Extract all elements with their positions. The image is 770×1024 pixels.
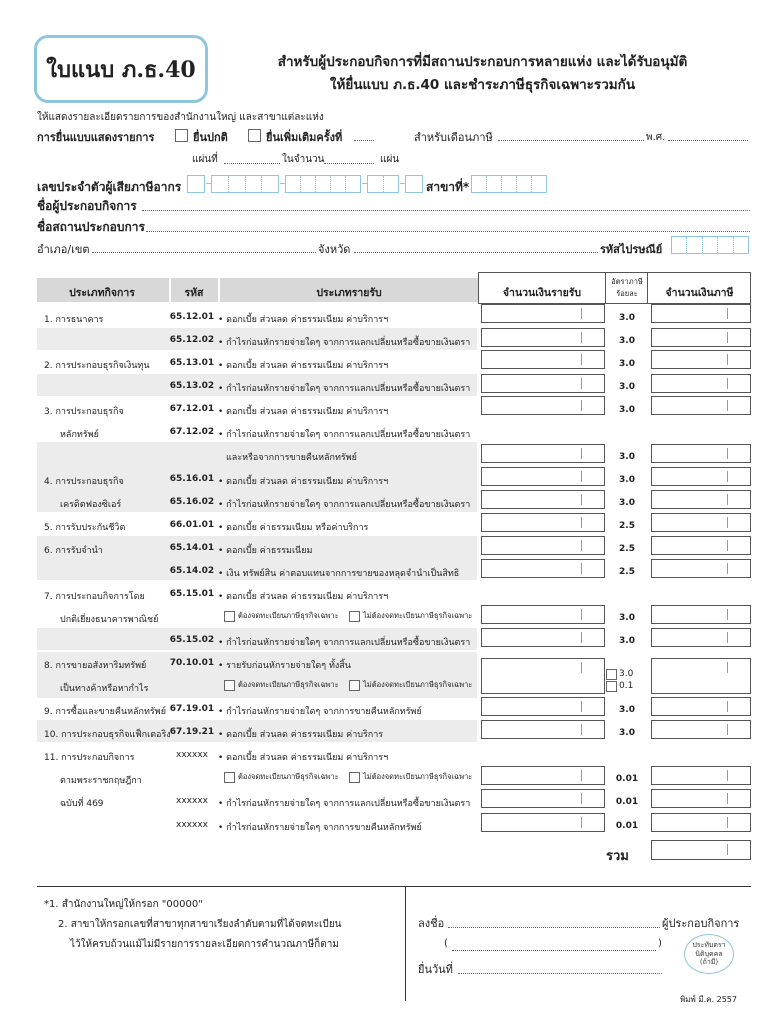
business-type-11: 11. การประกอบกิจการ [44,753,135,763]
footnote-1: *1. สำนักงานใหญ่ให้กรอก "00000" [44,899,203,910]
income-desc: • เงิน ทรัพย์สิน ค่าตอบแทนจากการขายของหลุดจำนำเป็นสิทธิ [218,569,460,579]
business-type-4: 4. การประกอบธุรกิจ [44,477,124,487]
sheet-total-label: ในจำนวน [282,154,325,165]
place-name-label: ชื่อสถานประกอบการ [37,220,145,234]
income-amount-input[interactable] [481,628,605,647]
tax-rate: 3.0 [619,728,635,738]
print-date-note: พิมพ์ มี.ค. 2557 [680,995,737,1004]
place-name-field[interactable] [146,222,750,232]
stamp-text-3: (ถ้ามี) [699,958,719,967]
income-amount-input[interactable] [481,467,605,486]
code-xxxxxx: xxxxxx [176,796,208,806]
income-desc: • ดอกเบี้ย ค่าธรรมเนียม หรือค่าบริการ [218,523,369,533]
name-paren-open: ( [444,938,448,949]
tax-rate: 0.01 [615,797,639,807]
tax-rate-option-0-1: 0.1 [619,681,634,691]
tax-id-box-3[interactable] [285,175,361,193]
header-line-1: สำหรับผู้ประกอบกิจการที่มีสถานประกอบการหลายแห่ง และได้รับอนุมัติ [277,54,688,70]
tax-rate: 3.0 [619,475,635,485]
income-amount-input[interactable] [481,658,605,694]
tax-rate: 3.0 [619,405,635,415]
tax-rate: 0.01 [615,774,639,784]
income-amount-input[interactable] [481,559,605,578]
filing-additional-checkbox[interactable] [248,129,261,142]
income-desc: • กำไรก่อนหักรายจ่ายใดๆ จากการแลกเปลี่ยนหรือซื้อขายเงินตรา [218,799,471,809]
business-type-11-cont: ตามพระราชกฤษฎีกา [60,776,142,786]
income-desc: • กำไรก่อนหักรายจ่ายใดๆ จากการขายคืนหลักทรัพย์ [218,823,422,833]
tax-rate: 3.0 [619,313,635,323]
income-amount-input[interactable] [481,396,605,415]
tax-amount-input[interactable] [651,396,751,415]
must-register-checkbox[interactable] [224,611,235,622]
footer-divider [37,886,751,887]
footnote-3: ไว้ให้ครบถ้วนแม้ไม่มีรายการรายละเอียดการคำนวณภาษีก็ตาม [70,939,339,950]
tax-amount-input[interactable] [651,605,751,624]
form-title: ใบแนบ ภ.ธ.40 [34,35,208,103]
business-type-10: 10. การประกอบธุรกิจแฟ็กเตอริง [44,730,171,740]
income-desc: • ดอกเบี้ย ค่าธรรมเนียม [218,546,313,556]
business-type-2: 2. การประกอบธุรกิจเงินทุน [44,361,150,371]
income-desc: • ดอกเบี้ย ส่วนลด ค่าธรรมเนียม ค่าบริการฯ [218,407,389,417]
tax-year-label: พ.ศ. [646,132,666,143]
rate-0-1-checkbox[interactable] [606,681,617,692]
no-register-option[interactable] [349,771,472,783]
must-register-checkbox[interactable] [224,680,235,691]
postcode-label: รหัสไปรษณีย์ [600,243,663,256]
tax-id-label: เลขประจำตัวผู้เสียภาษีอากร [37,180,182,194]
stamp-text-2: นิติบุคคล [695,949,723,958]
income-desc: • กำไรก่อนหักรายจ่ายใดๆ จากการแลกเปลี่ยนหรือซื้อขายเงินตรา [218,638,471,648]
no-register-label: ไม่ต้องจดทะเบียนภาษีธุรกิจเฉพาะ [363,772,473,781]
income-desc: • กำไรก่อนหักรายจ่ายใดๆ จากการแลกเปลี่ยนหรือซื้อขายเงินตรา [218,384,471,394]
income-amount-input[interactable] [481,374,605,393]
header-line-2: ให้ยื่นแบบ ภ.ธ.40 และชำระภาษีธุรกิจเฉพาะรวมกัน [329,77,636,93]
filing-type-label: การยื่นแบบแสดงรายการ [37,131,155,144]
code-65-13-02: 65.13.02 [169,381,215,391]
filing-normal-checkbox[interactable] [175,129,188,142]
district-field[interactable] [92,243,316,253]
business-type-8: 8. การขายอสังหาริมทรัพย์ [44,661,147,671]
operator-name-label: ชื่อผู้ประกอบกิจการ [37,199,137,213]
code-65-14-01: 65.14.01 [169,543,215,553]
province-label: จังหวัด [318,243,351,256]
code-65-15-01: 65.15.01 [169,589,215,599]
tax-rate-option-3: 3.0 [619,669,634,679]
tax-rate: 3.0 [619,498,635,508]
sheet-number-field[interactable] [224,154,280,164]
business-type-7: 7. การประกอบกิจการโดย [44,592,145,602]
sheet-number-label: แผ่นที่ [192,154,218,165]
code-67-19-21: 67.19.21 [169,727,215,737]
income-desc: • กำไรก่อนหักรายจ่ายใดๆ จากการแลกเปลี่ยนหรือซื้อขายเงินตรา [218,500,471,510]
must-register-label: ต้องจดทะเบียนภาษีธุรกิจเฉพาะ [238,611,339,620]
code-65-12-01: 65.12.01 [169,312,215,322]
code-65-16-01: 65.16.01 [169,474,215,484]
business-type-4-cont: เครดิตฟองซิเอร์ [60,500,122,510]
signature-field[interactable] [448,918,660,928]
no-register-label: ไม่ต้องจดทะเบียนภาษีธุรกิจเฉพาะ [363,611,473,620]
income-desc: • กำไรก่อนหักรายจ่ายใดๆ จากการแลกเปลี่ยนหรือซื้อขายเงินตรา [218,338,471,348]
must-register-option[interactable] [224,679,339,691]
income-amount-input[interactable] [481,536,605,555]
code-67-12-01: 67.12.01 [169,404,215,414]
income-desc: • ดอกเบี้ย ส่วนลด ค่าธรรมเนียม ค่าบริการฯ [218,477,389,487]
code-65-16-02: 65.16.02 [169,497,215,507]
code-70-10-01: 70.10.01 [169,658,215,668]
business-type-7-cont: ปกติเยี่ยงธนาคารพาณิชย์ [60,615,159,625]
postcode-box[interactable] [671,236,749,254]
business-type-6: 6. การรับจำนำ [44,546,103,556]
no-register-label: ไม่ต้องจดทะเบียนภาษีธุรกิจเฉพาะ [363,680,473,689]
tax-rate: 3.0 [619,359,635,369]
province-field[interactable] [354,243,598,253]
tax-amount-input[interactable] [651,444,751,463]
tax-id-box-4[interactable] [367,175,399,193]
tax-amount-input[interactable] [651,697,751,716]
sheets-unit-label: แผ่น [380,154,400,165]
signature-label: ลงชื่อ [418,917,445,930]
filing-additional-label: ยื่นเพิ่มเติมครั้งที่ [266,131,343,144]
branch-number-box[interactable] [471,175,547,193]
no-register-option[interactable] [349,610,472,622]
tax-rate: 2.5 [619,544,635,554]
col-rate-line1: อัตราภาษี [611,277,643,286]
tax-amount-input[interactable] [651,328,751,347]
operator-name-field[interactable] [142,201,750,211]
income-desc: • ดอกเบี้ย ส่วนลด ค่าธรรมเนียม ค่าบริการฯ [218,753,389,763]
stamp-text-1: ประทับตรา [692,940,726,949]
income-amount-input[interactable] [481,766,605,785]
income-amount-input[interactable] [481,789,605,808]
income-amount-input[interactable] [481,444,605,463]
income-amount-input[interactable] [481,813,605,832]
no-register-checkbox[interactable] [349,772,360,783]
branch-label: สาขาที่* [426,180,470,194]
no-register-checkbox[interactable] [349,611,360,622]
tax-amount-input[interactable] [651,490,751,509]
must-register-option[interactable] [224,610,339,622]
code-67-19-01: 67.19.01 [169,704,215,714]
printed-name-field[interactable] [452,941,656,951]
tax-month-field[interactable] [498,131,644,141]
col-tax-amount: จำนวนเงินภาษี [665,287,734,299]
income-amount-input[interactable] [481,490,605,509]
income-amount-input[interactable] [481,720,605,739]
additional-count-field[interactable] [354,131,374,141]
tax-amount-input[interactable] [651,789,751,808]
must-register-checkbox[interactable] [224,772,235,783]
filing-normal-label: ยื่นปกติ [193,131,228,144]
tax-amount-input[interactable] [651,350,751,369]
district-label: อำเภอ/เขต [37,243,90,256]
company-stamp-area [684,934,734,974]
business-type-8-cont: เป็นทางค้าหรือหากำไร [60,684,149,694]
tax-month-label: สำหรับเดือนภาษี [414,131,493,144]
total-tax-input[interactable] [651,840,751,860]
income-desc: • กำไรก่อนหักรายจ่ายใดๆ จากการแลกเปลี่ยนหรือซื้อขายเงินตรา [218,430,471,440]
col-income-amount: จำนวนเงินรายรับ [502,287,582,299]
income-desc-cont: และหรือจากการขายคืนหลักทรัพย์ [226,453,357,463]
tax-amount-input[interactable] [651,467,751,486]
col-rate-line2: ร้อยละ [616,289,638,298]
name-paren-close: ) [658,938,662,949]
code-65-15-02: 65.15.02 [169,635,215,645]
tax-amount-input[interactable] [651,720,751,739]
tax-amount-input[interactable] [651,766,751,785]
submit-date-field[interactable] [458,964,662,974]
income-desc: • รายรับก่อนหักรายจ่ายใดๆ ทั้งสิ้น [218,661,351,671]
tax-amount-input[interactable] [651,628,751,647]
income-desc: • ดอกเบี้ย ส่วนลด ค่าธรรมเนียม ค่าบริการฯ [218,592,389,602]
tax-year-field[interactable] [668,131,748,141]
no-register-option[interactable] [349,679,472,691]
no-register-checkbox[interactable] [349,680,360,691]
income-amount-input[interactable] [481,513,605,532]
tax-amount-input[interactable] [651,536,751,555]
tax-amount-input[interactable] [651,513,751,532]
business-type-5: 5. การรับประกันชีวิต [44,523,126,533]
must-register-option[interactable] [224,771,339,783]
col-business-type: ประเภทกิจการ [69,287,135,299]
business-type-1: 1. การธนาคาร [44,315,104,325]
tax-id-box-5[interactable] [405,175,423,193]
code-65-14-02: 65.14.02 [169,566,215,576]
tax-rate: 3.0 [619,382,635,392]
tax-rate: 2.5 [619,567,635,577]
tax-id-box-1[interactable] [187,175,205,193]
tax-id-box-2[interactable] [211,175,279,193]
income-desc: • กำไรก่อนหักรายจ่ายใดๆ จากการขายคืนหลักทรัพย์ [218,707,422,717]
business-type-9: 9. การซื้อและขายคืนหลักทรัพย์ [44,707,166,717]
must-register-label: ต้องจดทะเบียนภาษีธุรกิจเฉพาะ [238,772,339,781]
code-xxxxxx: xxxxxx [176,750,208,760]
income-desc: • ดอกเบี้ย ส่วนลด ค่าธรรมเนียม ค่าบริการ [218,730,384,740]
tax-amount-input[interactable] [651,813,751,832]
rate-3-checkbox[interactable] [606,669,617,680]
income-amount-input[interactable] [481,697,605,716]
business-type-3: 3. การประกอบธุรกิจ [44,407,124,417]
operator-suffix: ผู้ประกอบกิจการ [662,917,740,930]
tax-amount-input[interactable] [651,658,751,694]
income-amount-input[interactable] [481,350,605,369]
tax-rate: 3.0 [619,452,635,462]
sheet-total-field[interactable] [324,154,374,164]
col-code: รหัส [184,287,204,299]
business-type-3-cont: หลักทรัพย์ [60,430,99,440]
tax-rate: 0.01 [615,821,639,831]
instruction-text: ให้แสดงรายละเอียดรายการของสำนักงานใหญ่ และสาขาแต่ละแห่ง [37,112,324,123]
tax-rate: 3.0 [619,336,635,346]
tax-rate: 3.0 [619,705,635,715]
tax-rate: 2.5 [619,521,635,531]
tax-amount-input[interactable] [651,559,751,578]
business-type-11-cont2: ฉบับที่ 469 [60,799,104,809]
income-amount-input[interactable] [481,304,605,323]
submit-date-label: ยื่นวันที่ [418,963,453,976]
income-amount-input[interactable] [481,328,605,347]
tax-amount-input[interactable] [651,304,751,323]
code-67-12-02: 67.12.02 [169,427,215,437]
code-xxxxxx: xxxxxx [176,820,208,830]
total-label: รวม [606,849,629,864]
income-desc: • ดอกเบี้ย ส่วนลด ค่าธรรมเนียม ค่าบริการฯ [218,361,389,371]
must-register-label: ต้องจดทะเบียนภาษีธุรกิจเฉพาะ [238,680,339,689]
income-desc: • ดอกเบี้ย ส่วนลด ค่าธรรมเนียม ค่าบริการฯ [218,315,389,325]
code-65-12-02: 65.12.02 [169,335,215,345]
tax-rate: 3.0 [619,613,635,623]
footnote-2: 2. สาขาให้กรอกเลขที่สาขาทุกสาขาเรียงลำดับตามที่ได้จดทะเบียน [58,919,342,930]
col-income-type: ประเภทรายรับ [316,287,382,299]
tax-amount-input[interactable] [651,374,751,393]
code-66-01-01: 66.01.01 [169,520,215,530]
tax-rate: 3.0 [619,636,635,646]
footer-vertical-divider [405,886,406,1001]
code-65-13-01: 65.13.01 [169,358,215,368]
income-amount-input[interactable] [481,605,605,624]
